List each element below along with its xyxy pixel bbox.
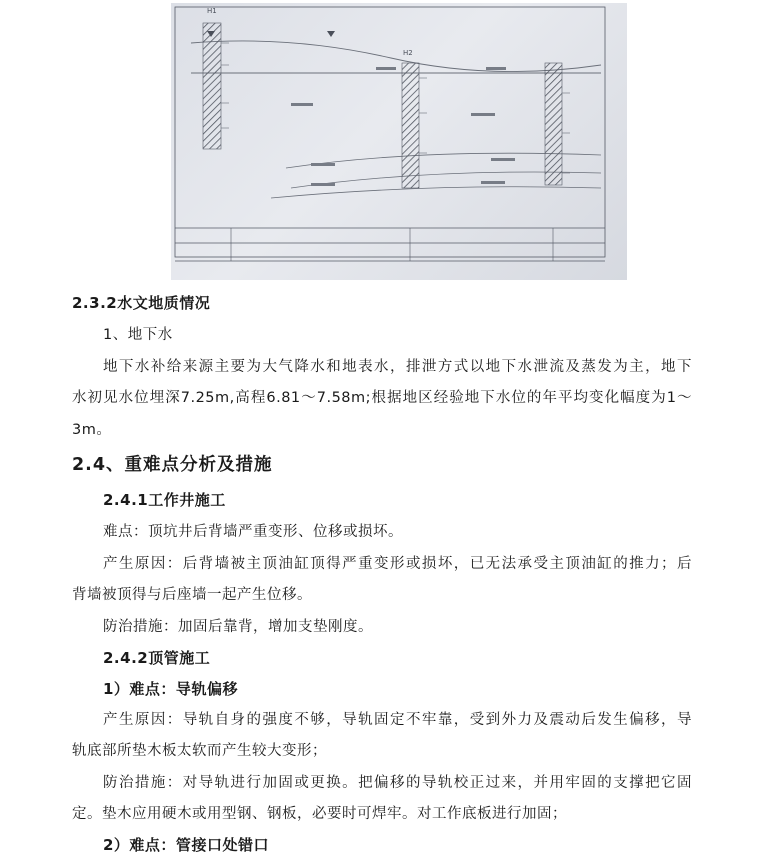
borehole-label-1: H1	[207, 7, 217, 15]
list-item-groundwater: 1、地下水	[103, 327, 173, 343]
paragraph-line: 定。垫木应用硬木或用型钢、钢板，必要时可焊牢。对工作底板进行加固；	[72, 806, 567, 822]
svg-text:H2	[403, 49, 413, 57]
paragraph-line: 地下水补给来源主要为大气降水和地表水，排泄方式以地下水泄流及蒸发为主，地下	[103, 359, 692, 375]
geological-section-figure	[171, 3, 627, 280]
heading-2-3-2: 2.3.2水文地质情况	[72, 294, 211, 312]
heading-2-4-1: 2.4.1工作井施工	[103, 491, 226, 509]
paragraph-line: 产生原因：后背墙被主顶油缸顶得严重变形或损坏，已无法承受主顶油缸的推力；后	[103, 556, 692, 572]
paragraph-line: 防治措施：加固后靠背，增加支垫刚度。	[103, 619, 373, 635]
paragraph-line: 防治措施：对导轨进行加固或更换。把偏移的导轨校正过来，并用牢固的支撑把它固	[103, 775, 692, 791]
heading-2-4: 2.4、重难点分析及措施	[72, 455, 273, 475]
paragraph-line: 水初见水位埋深7.25m,高程6.81～7.58m;根据地区经验地下水位的年平均变化幅度为1～	[72, 390, 692, 406]
geological-section-drawing	[171, 3, 627, 280]
svg-text:H1	[207, 7, 217, 15]
subheading-guide-rail: 1）难点：导轨偏移	[103, 680, 238, 698]
paragraph-line: 背墙被顶得与后座墙一起产生位移。	[72, 587, 312, 603]
borehole-label-2: H2	[403, 49, 413, 57]
paragraph-line: 难点：顶坑井后背墙严重变形、位移或损坏。	[103, 524, 403, 540]
heading-2-4-2: 2.4.2顶管施工	[103, 649, 211, 667]
subheading-pipe-joint: 2）难点：管接口处错口	[103, 836, 269, 854]
paragraph-line: 轨底部所垫木板太软而产生较大变形；	[72, 743, 327, 759]
paragraph-line: 产生原因：导轨自身的强度不够，导轨固定不牢靠，受到外力及震动后发生偏移，导	[103, 712, 692, 728]
paragraph-line: 3m。	[72, 422, 112, 438]
